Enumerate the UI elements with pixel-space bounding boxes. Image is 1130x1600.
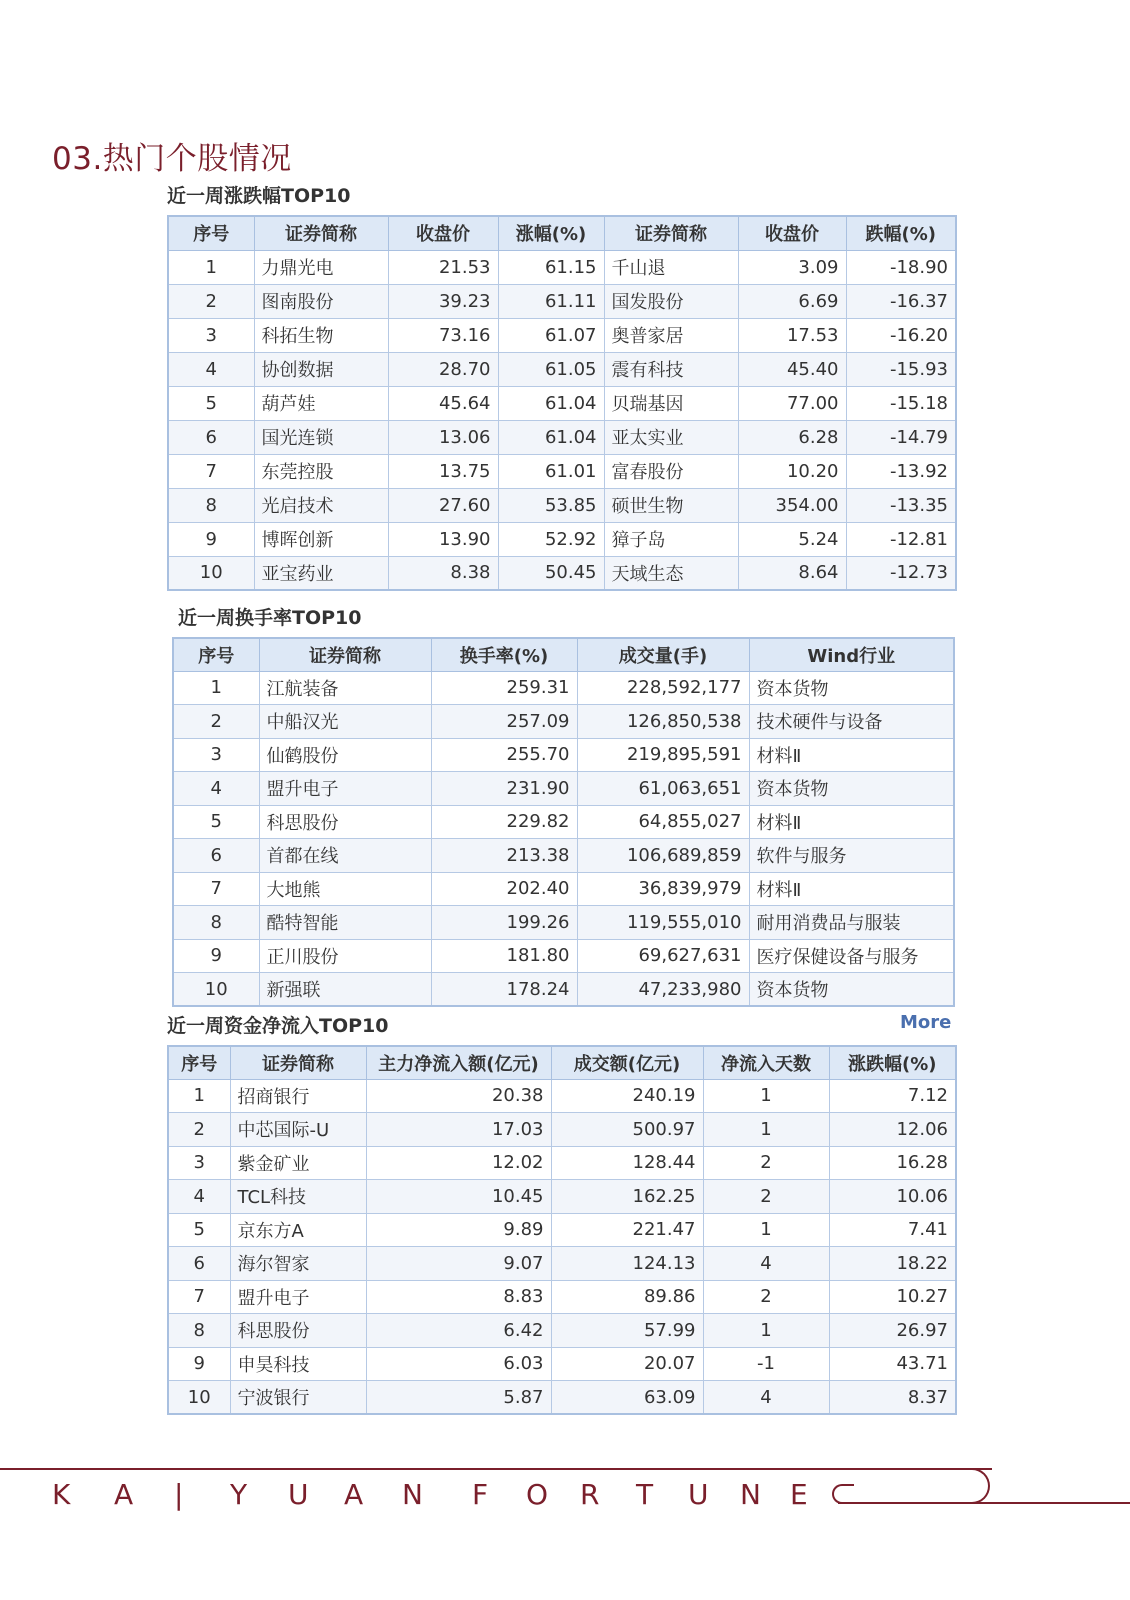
table-row (168, 454, 956, 488)
table-cell: 9.89 (366, 1213, 551, 1247)
table-row (168, 556, 956, 590)
table-cell: 89.86 (551, 1280, 703, 1314)
table-row (168, 352, 956, 386)
table-cell: -13.92 (846, 454, 956, 488)
stock-name-link[interactable]: TCL科技 (230, 1180, 366, 1214)
table-cell: 6 (168, 1247, 230, 1281)
table-cell: 36,839,979 (577, 872, 749, 906)
table-cell: 2 (703, 1280, 829, 1314)
table-cell: 5 (168, 1213, 230, 1247)
stock-name-link[interactable]: 盟升电子 (230, 1280, 366, 1314)
table-row (168, 488, 956, 522)
more-link[interactable]: More (900, 1012, 952, 1033)
table-cell: 61.04 (498, 420, 604, 454)
table-cell: 7 (168, 454, 254, 488)
table-cell: 20.38 (366, 1079, 551, 1113)
table-cell: 61.15 (498, 250, 604, 284)
table-cell: 69,627,631 (577, 939, 749, 973)
table-cell: 57.99 (551, 1314, 703, 1348)
table-cell: 8.38 (388, 556, 498, 590)
table-cell: 7 (173, 872, 259, 906)
table-cell: 13.06 (388, 420, 498, 454)
footer-brand (52, 1478, 832, 1512)
table-cell: 61.07 (498, 318, 604, 352)
table-row (173, 738, 954, 772)
table-row (168, 386, 956, 420)
column-header: 成交量(手) (577, 638, 749, 671)
table-cell: 354.00 (738, 488, 846, 522)
table-row (173, 772, 954, 806)
column-header: 证券简称 (604, 216, 738, 250)
stock-name-link[interactable]: 亚宝药业 (254, 556, 388, 590)
stock-name-link[interactable]: 招商银行 (230, 1079, 366, 1113)
table-cell: 6.03 (366, 1347, 551, 1381)
stock-name-link[interactable]: 盟升电子 (259, 772, 431, 806)
table-cell: 6.69 (738, 284, 846, 318)
table-cell: 73.16 (388, 318, 498, 352)
table-cell: 13.75 (388, 454, 498, 488)
table-cell: 8 (168, 1314, 230, 1348)
stock-name-link[interactable]: 正川股份 (259, 939, 431, 973)
stock-name-link[interactable]: 贝瑞基因 (604, 386, 738, 420)
table-cell: 124.13 (551, 1247, 703, 1281)
table-cell: 医疗保健设备与服务 (749, 939, 954, 973)
table-row (168, 1079, 956, 1113)
stock-name-link[interactable]: 硕世生物 (604, 488, 738, 522)
stock-name-link[interactable]: 申昊科技 (230, 1347, 366, 1381)
table-cell: 106,689,859 (577, 839, 749, 873)
column-header: 收盘价 (738, 216, 846, 250)
table-cell: 4 (173, 772, 259, 806)
footer-decoration-left (832, 1484, 854, 1504)
table-cell: 18.22 (829, 1247, 956, 1281)
brand-letter: O (526, 1478, 549, 1511)
table-cell: 2 (168, 1113, 230, 1147)
table-cell: -15.18 (846, 386, 956, 420)
table-cell: 4 (168, 352, 254, 386)
table-row (168, 318, 956, 352)
table-cell: 6 (173, 839, 259, 873)
table-cell: 259.31 (431, 671, 577, 705)
table-cell: 8 (168, 488, 254, 522)
table-cell: 软件与服务 (749, 839, 954, 873)
stock-name-link[interactable]: 震有科技 (604, 352, 738, 386)
table-cell: 4 (703, 1247, 829, 1281)
table-cell: 4 (703, 1381, 829, 1415)
column-header: 序号 (168, 216, 254, 250)
table-cell: 耐用消费品与服装 (749, 906, 954, 940)
column-header: 跌幅(%) (846, 216, 956, 250)
table-cell: 5 (173, 805, 259, 839)
table-cell: 10 (168, 556, 254, 590)
table-cell: 17.03 (366, 1113, 551, 1147)
table-cell: 技术硬件与设备 (749, 705, 954, 739)
table-row (173, 939, 954, 973)
table-cell: -13.35 (846, 488, 956, 522)
table-cell: -12.73 (846, 556, 956, 590)
table-row (173, 671, 954, 705)
table-cell: 8 (173, 906, 259, 940)
table-cell: 1 (168, 250, 254, 284)
table-cell: 1 (703, 1213, 829, 1247)
stock-name-link[interactable]: 国发股份 (604, 284, 738, 318)
brand-letter: R (580, 1478, 600, 1511)
table-cell: -15.93 (846, 352, 956, 386)
table-cell: 13.90 (388, 522, 498, 556)
table-cell: 12.06 (829, 1113, 956, 1147)
table-row (173, 906, 954, 940)
column-header: 主力净流入额(亿元) (366, 1046, 551, 1079)
brand-letter: U (688, 1478, 709, 1511)
table-cell: 3 (173, 738, 259, 772)
net-inflow-table (167, 1045, 957, 1415)
table-cell: 2 (168, 284, 254, 318)
stock-name-link[interactable]: 国光连锁 (254, 420, 388, 454)
table-cell: 64,855,027 (577, 805, 749, 839)
brand-letter: A (344, 1478, 364, 1511)
table-cell: 6 (168, 420, 254, 454)
brand-letter: Y (230, 1478, 248, 1511)
column-header: 涨幅(%) (498, 216, 604, 250)
table-cell: 资本货物 (749, 671, 954, 705)
table-cell: 7.12 (829, 1079, 956, 1113)
stock-name-link[interactable]: 奥普家居 (604, 318, 738, 352)
table-cell: 28.70 (388, 352, 498, 386)
stock-name-link[interactable]: 葫芦娃 (254, 386, 388, 420)
table-cell: 6.42 (366, 1314, 551, 1348)
table-cell: 47,233,980 (577, 973, 749, 1007)
table-cell: 63.09 (551, 1381, 703, 1415)
column-header: 换手率(%) (431, 638, 577, 671)
table-cell: 1 (703, 1314, 829, 1348)
table-row (168, 284, 956, 318)
stock-name-link[interactable]: 天域生态 (604, 556, 738, 590)
footer-decoration (838, 1468, 990, 1504)
table-cell: -18.90 (846, 250, 956, 284)
table-row (173, 839, 954, 873)
table-cell: 8.83 (366, 1280, 551, 1314)
table-cell: 213.38 (431, 839, 577, 873)
table-cell: 资本货物 (749, 973, 954, 1007)
table-cell: 52.92 (498, 522, 604, 556)
page-title: 03.热门个股情况 (52, 141, 292, 177)
table-cell: 119,555,010 (577, 906, 749, 940)
table-cell: 1 (168, 1079, 230, 1113)
table-row (168, 1247, 956, 1281)
column-header: 成交额(亿元) (551, 1046, 703, 1079)
brand-letter: A (114, 1478, 134, 1511)
table-cell: 178.24 (431, 973, 577, 1007)
table-cell: 10.27 (829, 1280, 956, 1314)
table-cell: 10.20 (738, 454, 846, 488)
table-cell: 材料Ⅱ (749, 738, 954, 772)
table-cell: 26.97 (829, 1314, 956, 1348)
stock-name-link[interactable]: 酷特智能 (259, 906, 431, 940)
table-cell: 17.53 (738, 318, 846, 352)
column-header: 证券简称 (254, 216, 388, 250)
table-cell: 229.82 (431, 805, 577, 839)
table-cell: 1 (703, 1113, 829, 1147)
table-cell: 255.70 (431, 738, 577, 772)
table-cell: 1 (173, 671, 259, 705)
stock-name-link[interactable]: 中船汉光 (259, 705, 431, 739)
table-row (168, 250, 956, 284)
table-cell: 61,063,651 (577, 772, 749, 806)
table-row (168, 1146, 956, 1180)
turnover-table (172, 637, 955, 1007)
brand-letter: T (636, 1478, 654, 1511)
table-cell: 500.97 (551, 1113, 703, 1147)
table-cell: 5 (168, 386, 254, 420)
table-cell: 2 (703, 1180, 829, 1214)
table-cell: 202.40 (431, 872, 577, 906)
table-cell: 9 (168, 1347, 230, 1381)
table-cell: 257.09 (431, 705, 577, 739)
table-cell: 240.19 (551, 1079, 703, 1113)
table-cell: 16.28 (829, 1146, 956, 1180)
stock-name-link[interactable]: 东莞控股 (254, 454, 388, 488)
stock-name-link[interactable]: 大地熊 (259, 872, 431, 906)
stock-name-link[interactable]: 江航装备 (259, 671, 431, 705)
table-cell: 39.23 (388, 284, 498, 318)
table-cell: -16.20 (846, 318, 956, 352)
column-header: 涨跌幅(%) (829, 1046, 956, 1079)
table-cell: 8.64 (738, 556, 846, 590)
table-cell: 221.47 (551, 1213, 703, 1247)
table-cell: 45.40 (738, 352, 846, 386)
stock-name-link[interactable]: 首都在线 (259, 839, 431, 873)
stock-name-link[interactable]: 协创数据 (254, 352, 388, 386)
table-cell: 10 (168, 1381, 230, 1415)
table-cell: 1 (703, 1079, 829, 1113)
stock-name-link[interactable]: 中芯国际-U (230, 1113, 366, 1147)
table-cell: 61.04 (498, 386, 604, 420)
table-cell: 9.07 (366, 1247, 551, 1281)
brand-letter: N (402, 1478, 423, 1511)
table-cell: 10.45 (366, 1180, 551, 1214)
brand-letter: U (288, 1478, 309, 1511)
brand-letter: E (790, 1478, 808, 1511)
table-row (168, 1381, 956, 1415)
table-cell: 5.87 (366, 1381, 551, 1415)
table-cell: 162.25 (551, 1180, 703, 1214)
table-cell: 2 (703, 1146, 829, 1180)
stock-name-link[interactable]: 紫金矿业 (230, 1146, 366, 1180)
stock-name-link[interactable]: 亚太实业 (604, 420, 738, 454)
section-title-turnover: 近一周换手率TOP10 (178, 607, 362, 629)
stock-name-link[interactable]: 光启技术 (254, 488, 388, 522)
table-cell: 资本货物 (749, 772, 954, 806)
table-row (173, 805, 954, 839)
table-row (173, 705, 954, 739)
table-row (168, 1280, 956, 1314)
footer-decoration-line (840, 1502, 1130, 1504)
table-row (168, 420, 956, 454)
stock-name-link[interactable]: 博晖创新 (254, 522, 388, 556)
stock-name-link[interactable]: 图南股份 (254, 284, 388, 318)
table-cell: 10 (173, 973, 259, 1007)
table-cell: 21.53 (388, 250, 498, 284)
table-cell: 6.28 (738, 420, 846, 454)
stock-name-link[interactable]: 新强联 (259, 973, 431, 1007)
table-cell: -1 (703, 1347, 829, 1381)
brand-letter: K (52, 1478, 71, 1511)
table-cell: 4 (168, 1180, 230, 1214)
table-cell: 5.24 (738, 522, 846, 556)
brand-letter: F (472, 1478, 489, 1511)
table-cell: 8.37 (829, 1381, 956, 1415)
table-cell: 231.90 (431, 772, 577, 806)
table-cell: 7 (168, 1280, 230, 1314)
table-cell: 3 (168, 318, 254, 352)
table-cell: 61.11 (498, 284, 604, 318)
table-cell: 181.80 (431, 939, 577, 973)
table-cell: 199.26 (431, 906, 577, 940)
column-header: 序号 (168, 1046, 230, 1079)
table-cell: 61.05 (498, 352, 604, 386)
table-cell: 10.06 (829, 1180, 956, 1214)
price-change-table (167, 215, 957, 591)
table-cell: 20.07 (551, 1347, 703, 1381)
table-row (168, 1314, 956, 1348)
table-cell: 61.01 (498, 454, 604, 488)
table-row (168, 1180, 956, 1214)
table-cell: 9 (173, 939, 259, 973)
table-row (168, 1347, 956, 1381)
column-header: 证券简称 (230, 1046, 366, 1079)
table-cell: -12.81 (846, 522, 956, 556)
table-cell: 45.64 (388, 386, 498, 420)
column-header: 收盘价 (388, 216, 498, 250)
table-cell: 3 (168, 1146, 230, 1180)
table-row (173, 973, 954, 1007)
stock-name-link[interactable]: 海尔智家 (230, 1247, 366, 1281)
table-row (168, 1213, 956, 1247)
column-header: 序号 (173, 638, 259, 671)
table-cell: 50.45 (498, 556, 604, 590)
stock-name-link[interactable]: 科思股份 (230, 1314, 366, 1348)
table-cell: 3.09 (738, 250, 846, 284)
table-cell: 12.02 (366, 1146, 551, 1180)
table-cell: 2 (173, 705, 259, 739)
stock-name-link[interactable]: 科思股份 (259, 805, 431, 839)
table-row (173, 872, 954, 906)
stock-name-link[interactable]: 獐子岛 (604, 522, 738, 556)
table-cell: -14.79 (846, 420, 956, 454)
stock-name-link[interactable]: 科拓生物 (254, 318, 388, 352)
stock-name-link[interactable]: 千山退 (604, 250, 738, 284)
table-cell: 9 (168, 522, 254, 556)
stock-name-link[interactable]: 力鼎光电 (254, 250, 388, 284)
column-header: Wind行业 (749, 638, 954, 671)
table-cell: 128.44 (551, 1146, 703, 1180)
table-cell: 77.00 (738, 386, 846, 420)
column-header: 净流入天数 (703, 1046, 829, 1079)
table-cell: 7.41 (829, 1213, 956, 1247)
table-cell: 53.85 (498, 488, 604, 522)
section-title-price-change: 近一周涨跌幅TOP10 (167, 185, 351, 207)
table-row (168, 522, 956, 556)
table-cell: 材料Ⅱ (749, 805, 954, 839)
table-cell: 43.71 (829, 1347, 956, 1381)
table-cell: 126,850,538 (577, 705, 749, 739)
table-cell: 27.60 (388, 488, 498, 522)
section-title-net-inflow: 近一周资金净流入TOP10 (167, 1015, 389, 1037)
stock-name-link[interactable]: 宁波银行 (230, 1381, 366, 1415)
table-cell: 材料Ⅱ (749, 872, 954, 906)
brand-letter: | (174, 1478, 184, 1511)
table-cell: 228,592,177 (577, 671, 749, 705)
stock-name-link[interactable]: 富春股份 (604, 454, 738, 488)
stock-name-link[interactable]: 京东方A (230, 1213, 366, 1247)
table-cell: 219,895,591 (577, 738, 749, 772)
table-row (168, 1113, 956, 1147)
table-cell: -16.37 (846, 284, 956, 318)
stock-name-link[interactable]: 仙鹤股份 (259, 738, 431, 772)
column-header: 证券简称 (259, 638, 431, 671)
brand-letter: N (740, 1478, 761, 1511)
